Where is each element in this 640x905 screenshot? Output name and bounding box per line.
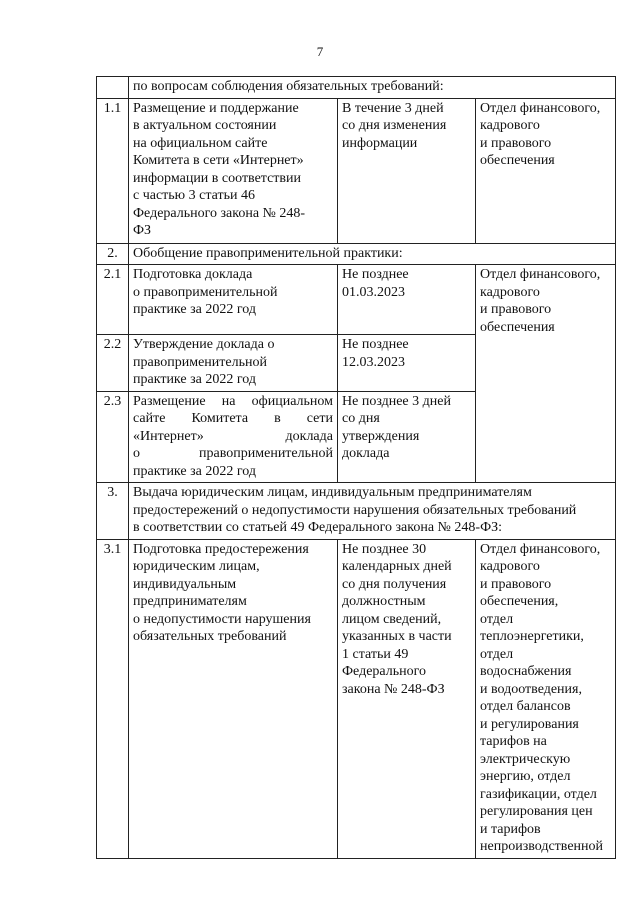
text-line: обеспечения,: [480, 594, 559, 609]
text-line: индивидуальным: [133, 576, 237, 592]
text-line: Размещение и поддержание: [133, 100, 299, 116]
row-number: 3.: [97, 483, 129, 540]
row-number: 2.1: [97, 265, 129, 335]
text-line: Федерального: [342, 664, 427, 679]
text-line: практике за 2022 год: [133, 302, 256, 317]
text-line: с частью 3 статьи 46: [133, 188, 255, 203]
text-line: практике за 2022 год: [133, 463, 256, 479]
text-line: закона № 248-ФЗ: [342, 681, 445, 697]
text-line: В течение 3 дней: [342, 100, 444, 116]
text-line: обеспечения: [480, 319, 555, 335]
text-line: Подготовка предостережения: [133, 541, 309, 557]
text-line: Не позднее 30: [342, 541, 427, 557]
text-line: Подготовка доклада: [133, 267, 253, 282]
text-line: информации в соответствии: [133, 170, 302, 186]
text-line: Не позднее: [342, 267, 409, 282]
text-line: Комитета в сети «Интернет»: [133, 153, 304, 168]
measures-table: [96, 76, 616, 859]
text-line: и тарифов: [480, 821, 541, 837]
text-line: водоснабжения: [480, 664, 572, 679]
action-cell: [129, 335, 338, 392]
text-line: утверждения: [342, 428, 420, 444]
section-heading: [129, 77, 616, 99]
table-row: [97, 483, 616, 540]
text-line: отдел: [480, 611, 514, 627]
text-line: в соответствии со статьей 49 Федерального закона № 248-ФЗ:: [133, 520, 503, 535]
text-line: со дня: [342, 411, 380, 426]
table-row: [97, 77, 616, 99]
responsible-cell: [476, 265, 616, 483]
action-cell: [129, 391, 338, 483]
text-line: о правоприменительной: [133, 284, 278, 300]
text-line: по вопросам соблюдения обязательных требований:: [133, 79, 444, 94]
table-row: [97, 243, 616, 265]
deadline-cell: [338, 98, 476, 243]
deadline-cell: [338, 265, 476, 335]
text-line: Отдел финансового,: [480, 100, 601, 116]
text-line: ФЗ: [133, 223, 152, 238]
text-line: электрическую: [480, 751, 571, 767]
deadline-cell: [338, 539, 476, 858]
text-line: кадрового: [480, 118, 540, 133]
text-line: регулирования цен: [480, 804, 593, 819]
responsible-cell: [476, 539, 616, 858]
text-line: Федерального закона № 248-: [133, 205, 306, 221]
text-line: «Интернет» доклада: [133, 428, 333, 444]
text-line: 12.03.2023: [342, 354, 405, 370]
table-row: [97, 539, 616, 858]
row-number: 2.: [97, 243, 129, 265]
text-line: Отдел финансового,: [480, 541, 601, 557]
action-cell: [129, 539, 338, 858]
text-line: предпринимателям: [133, 594, 247, 609]
text-line: Размещение на официальном: [133, 393, 333, 409]
text-line: о недопустимости нарушения: [133, 611, 311, 627]
text-line: и регулирования: [480, 716, 579, 732]
text-line: календарных дней: [342, 559, 452, 574]
text-line: 1 статьи 49: [342, 646, 409, 662]
text-line: указанных в части: [342, 629, 452, 644]
text-line: и водоотведения,: [480, 681, 582, 697]
text-line: отдел: [480, 646, 514, 662]
text-line: должностным: [342, 594, 426, 609]
text-line: со дня получения: [342, 576, 447, 592]
section-heading: [129, 483, 616, 540]
action-cell: [129, 265, 338, 335]
table-row: [97, 265, 616, 335]
text-line: правоприменительной: [133, 354, 267, 370]
row-number: [97, 77, 129, 99]
text-line: обеспечения: [480, 153, 555, 168]
text-line: кадрового: [480, 559, 540, 574]
text-line: о правоприменительной: [133, 446, 333, 461]
text-line: Утверждение доклада о: [133, 337, 275, 352]
text-line: сайте Комитета в сети: [133, 411, 333, 426]
text-line: со дня изменения: [342, 118, 447, 133]
table-row: [97, 98, 616, 243]
text-line: непроизводственной: [480, 839, 604, 854]
action-cell: [129, 98, 338, 243]
responsible-cell: [476, 98, 616, 243]
text-line: теплоэнергетики,: [480, 629, 584, 644]
deadline-cell: [338, 391, 476, 483]
text-line: лицом сведений,: [342, 611, 442, 627]
text-line: и правового: [480, 302, 552, 317]
text-line: практике за 2022 год: [133, 372, 256, 387]
deadline-cell: [338, 335, 476, 392]
text-line: доклада: [342, 446, 390, 461]
text-line: кадрового: [480, 284, 540, 300]
text-line: предостережений о недопустимости нарушения обязательных требований: [133, 502, 577, 518]
text-line: обязательных требований: [133, 629, 287, 644]
text-line: информации: [342, 135, 418, 151]
row-number: 1.1: [97, 98, 129, 243]
text-line: и правового: [480, 576, 552, 592]
text-line: Отдел финансового,: [480, 267, 601, 282]
text-line: газификации, отдел: [480, 786, 597, 802]
text-line: на официальном сайте: [133, 135, 268, 151]
text-line: юридическим лицам,: [133, 559, 260, 574]
text-line: Не позднее 3 дней: [342, 393, 451, 409]
text-line: отдел балансов: [480, 699, 571, 714]
text-line: Выдача юридическим лицам, индивидуальным предпринимателям: [133, 485, 532, 500]
text-line: и правового: [480, 135, 552, 151]
text-line: энергию, отдел: [480, 769, 571, 784]
text-line: 01.03.2023: [342, 284, 405, 300]
row-number: 2.3: [97, 391, 129, 483]
row-number: 3.1: [97, 539, 129, 858]
text-line: тарифов на: [480, 734, 547, 749]
text-line: Обобщение правоприменительной практики:: [133, 245, 403, 261]
section-heading: [129, 243, 616, 265]
row-number: 2.2: [97, 335, 129, 392]
text-line: в актуальном состоянии: [133, 118, 277, 133]
text-line: Не позднее: [342, 337, 409, 352]
page-number: 7: [316, 44, 324, 59]
